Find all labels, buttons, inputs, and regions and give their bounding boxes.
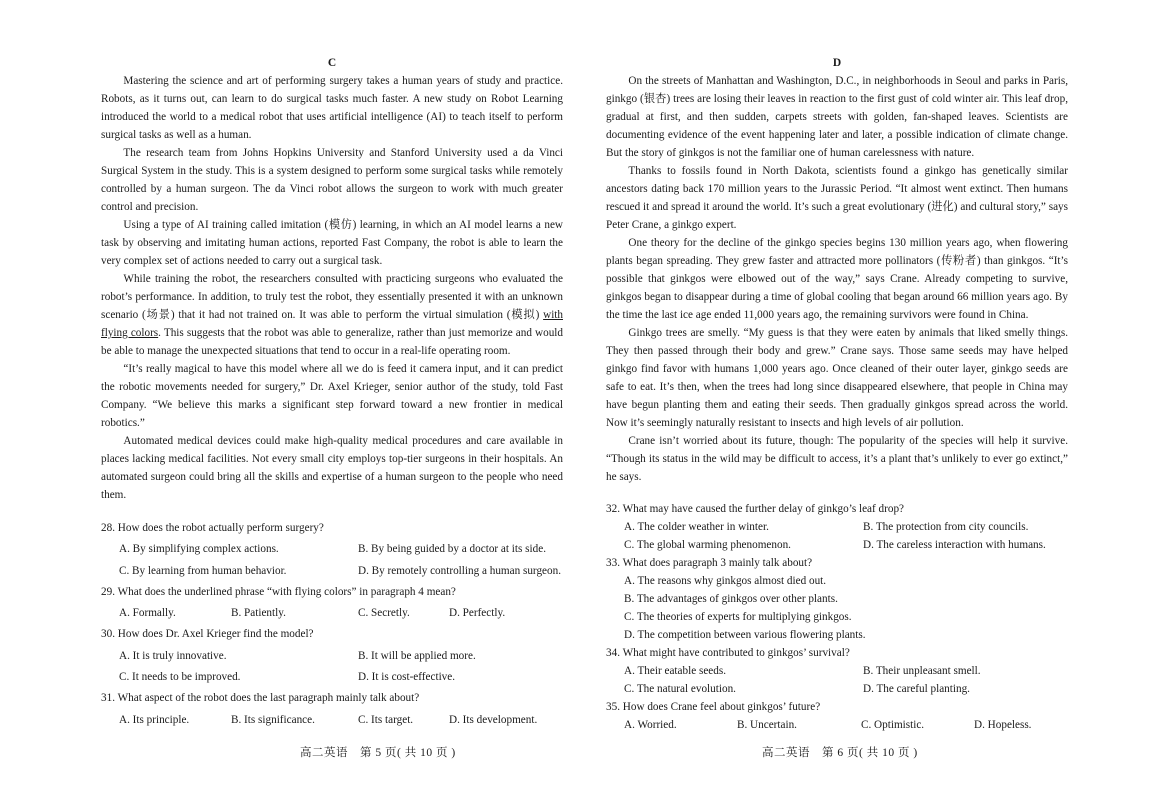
question-29 (101, 582, 563, 625)
question-28-options (101, 539, 563, 582)
underlined-phrase: with flying colors (101, 309, 563, 339)
question-31-option-b[interactable]: B. Its significance. (231, 713, 315, 726)
question-30-option-a[interactable]: A. It is truly innovative. (119, 649, 227, 662)
question-31-option-a[interactable]: A. Its principle. (119, 713, 190, 726)
question-32 (606, 500, 1068, 554)
question-32-options (606, 518, 1068, 554)
passage-d-paragraph-1: On the streets of Manhattan and Washington, D.C., in neighborhoods in Seoul and parks in Paris, ginkgo (银杏) trees are losing their leaves in reaction to the first gust of cold winter air. This leaf drop, gradual at first, and then sudden, carpets streets with golden, fan-shaped leaves. Scientists are documenting evidence of the event happening later and later, a possible indication of climate change. But the story of ginkgos is not the familiar one of human carelessness with nature. (606, 75, 1068, 159)
question-35-option-b[interactable]: B. Uncertain. (737, 719, 797, 731)
question-33-option-a[interactable]: A. The reasons why ginkgos almost died out. (624, 575, 827, 587)
question-31-option-d[interactable]: D. Its development. (449, 713, 538, 726)
passage-d-paragraph-2: Thanks to fossils found in North Dakota, scientists found a ginkgo has genetically similar ancestors dating back 170 million years to the Jurassic Period. “It almost went extinct. Then humans rescued it and spread it around the world. It’s such a great evolutionary (进化) and cultural story,” says Peter Crane, a ginkgo expert. (606, 165, 1068, 231)
question-32-stem: 32. What may have caused the further delay of ginkgo’s leaf drop? (606, 503, 905, 515)
question-31-stem: 31. What aspect of the robot does the last paragraph mainly talk about? (101, 692, 420, 705)
paragraph-4-text-before: While training the robot, the researchers consulted with practicing surgeons who evaluated the robot’s performance. In addition, to truly test the robot, they essentially presented it with an unknown scenario (场景) that it had not trained on. It was able to perform the virtual simulation (模拟) (101, 273, 563, 321)
question-31 (101, 688, 563, 731)
question-35-option-d[interactable]: D. Hopeless. (974, 719, 1032, 731)
question-32-option-c[interactable]: C. The global warming phenomenon. (624, 539, 791, 551)
question-30 (101, 624, 563, 688)
question-30-options (101, 646, 563, 689)
passage-c-paragraph-1: Mastering the science and art of performing surgery takes a human years of study and practice. Robots, as it turns out, can learn to do surgical tasks much faster. A new study on Robot Learning introduced the world to a medical robot that uses artificial intelligence (AI) to teach itself to perform surgical tasks as well as a human. (101, 75, 563, 141)
question-29-option-a[interactable]: A. Formally. (119, 607, 176, 620)
question-29-stem: 29. What does the underlined phrase “with flying colors” in paragraph 4 mean? (101, 585, 456, 598)
question-35 (606, 698, 1068, 734)
question-28 (101, 518, 563, 582)
question-29-options (101, 603, 563, 624)
question-30-stem: 30. How does Dr. Axel Krieger find the model? (101, 628, 314, 641)
question-29-option-b[interactable]: B. Patiently. (231, 607, 286, 620)
question-35-option-c[interactable]: C. Optimistic. (861, 719, 925, 731)
question-35-options (606, 716, 1068, 734)
passage-c-paragraph-3: Using a type of AI training called imitation (模仿) learning, in which an AI model learns a new task by observing and imitating human actions, reported Fast Company, the robot is able to learn the very complex set of actions needed to carry out a surgical task. (101, 219, 563, 267)
passage-c-paragraph-5: “It’s really magical to have this model where all we do is feed it camera input, and it can predict the robotic movements needed for surgery,” Dr. Axel Krieger, senior author of the study, told Fast Company. “We believe this marks a significant step forward toward a new frontier in medical robotics.” (101, 363, 563, 429)
question-33-option-d[interactable]: D. The competition between various flowering plants. (624, 629, 866, 641)
question-31-options (101, 710, 563, 731)
question-28-option-d[interactable]: D. By remotely controlling a human surgeon. (358, 564, 561, 577)
page-footer-5: 高二英语 第 5 页( 共 10 页 ) (300, 747, 456, 759)
question-28-option-b[interactable]: B. By being guided by a doctor at its side. (358, 543, 546, 556)
question-30-option-c[interactable]: C. It needs to be improved. (119, 671, 241, 684)
page-footer-6: 高二英语 第 6 页( 共 10 页 ) (762, 747, 918, 759)
question-34-stem: 34. What might have contributed to ginkgos’ survival? (606, 647, 850, 659)
question-33-option-c[interactable]: C. The theories of experts for multiplying ginkgos. (624, 611, 852, 623)
question-32-option-b[interactable]: B. The protection from city councils. (863, 521, 1029, 533)
question-30-option-d[interactable]: D. It is cost-effective. (358, 671, 456, 684)
question-34-option-a[interactable]: A. Their eatable seeds. (624, 665, 726, 677)
section-c-heading: C (327, 57, 337, 69)
question-33-option-b[interactable]: B. The advantages of ginkgos over other plants. (624, 593, 838, 605)
question-33 (606, 554, 1068, 644)
left-page-column (101, 54, 563, 731)
question-33-options (606, 572, 1068, 644)
question-29-option-c[interactable]: C. Secretly. (358, 607, 410, 620)
questions-28-31 (101, 518, 563, 731)
question-33-stem: 33. What does paragraph 3 mainly talk about? (606, 557, 813, 569)
section-d-heading: D (832, 57, 842, 69)
question-28-option-c[interactable]: C. By learning from human behavior. (119, 564, 287, 577)
right-page-column (606, 54, 1068, 734)
question-34-option-b[interactable]: B. Their unpleasant smell. (863, 665, 981, 677)
question-34-options (606, 662, 1068, 698)
question-31-option-c[interactable]: C. Its target. (358, 713, 414, 726)
question-32-option-a[interactable]: A. The colder weather in winter. (624, 521, 769, 533)
passage-c-paragraph-4 (101, 270, 563, 360)
question-35-option-a[interactable]: A. Worried. (624, 719, 677, 731)
question-34-option-d[interactable]: D. The careful planting. (863, 683, 970, 695)
question-28-option-a[interactable]: A. By simplifying complex actions. (119, 543, 279, 556)
question-28-stem: 28. How does the robot actually perform surgery? (101, 522, 324, 534)
question-35-stem: 35. How does Crane feel about ginkgos’ future? (606, 701, 821, 713)
passage-d-paragraph-4: Ginkgo trees are smelly. “My guess is that they were eaten by animals that liked smelly things. They then passed through their body and grew.” Crane says. Those same seeds may have helped ginkgo find favor with humans 1,000 years ago. Once cleaned of their outer layer, ginkgo seeds are safe to eat. It’s then, when the trees had long since disappeared elsewhere, that people in China may have begun planting them and eating their seeds. Then gradually ginkgos spread across the world. Now it’s seemingly naturally resistant to insects and high levels of air pollution. (606, 327, 1068, 429)
passage-d-paragraph-3: One theory for the decline of the ginkgo species begins 130 million years ago, when flowering plants began spreading. They grew faster and attracted more pollinators (传粉者) than ginkgos. “It’s possible that ginkgos were elbowed out of the way,” says Crane. Already competing to survive, ginkgos began to disappear during a time of global cooling that began around 66 million years ago. By the time the last ice age ended 11,000 years ago, the remaining survivors were found in China. (606, 237, 1068, 321)
question-34-option-c[interactable]: C. The natural evolution. (624, 683, 736, 695)
question-32-option-d[interactable]: D. The careless interaction with humans. (863, 539, 1046, 551)
question-30-option-b[interactable]: B. It will be applied more. (358, 649, 476, 662)
question-34 (606, 644, 1068, 698)
passage-d-paragraph-5: Crane isn’t worried about its future, though: The popularity of the species will help it survive. “Though its status in the wild may be difficult to access, it’s a plant that’s unlikely to ever go extinct,” he says. (606, 435, 1068, 483)
question-29-option-d[interactable]: D. Perfectly. (449, 607, 506, 620)
paragraph-4-text-after: . This suggests that the robot was able to generalize, rather than just memorize and would be able to manage the unexpected situations that tend to occur in a real-life operating room. (101, 327, 563, 357)
questions-32-35 (606, 500, 1068, 734)
passage-c-paragraph-2: The research team from Johns Hopkins University and Stanford University used a da Vinci Surgical System in the study. This is a system designed to perform some surgical tasks while remotely controlled by a human surgeon. The da Vinci robot allows the surgeon to work with much greater control and precision. (101, 147, 563, 213)
passage-c-paragraph-6: Automated medical devices could make high-quality medical procedures and care available in places lacking medical facilities. Not every small city employs top-tier surgeons in their hospitals. An automated surgeon could bring all the skills and expertise of a human surgeon to the people who need them. (101, 435, 563, 501)
